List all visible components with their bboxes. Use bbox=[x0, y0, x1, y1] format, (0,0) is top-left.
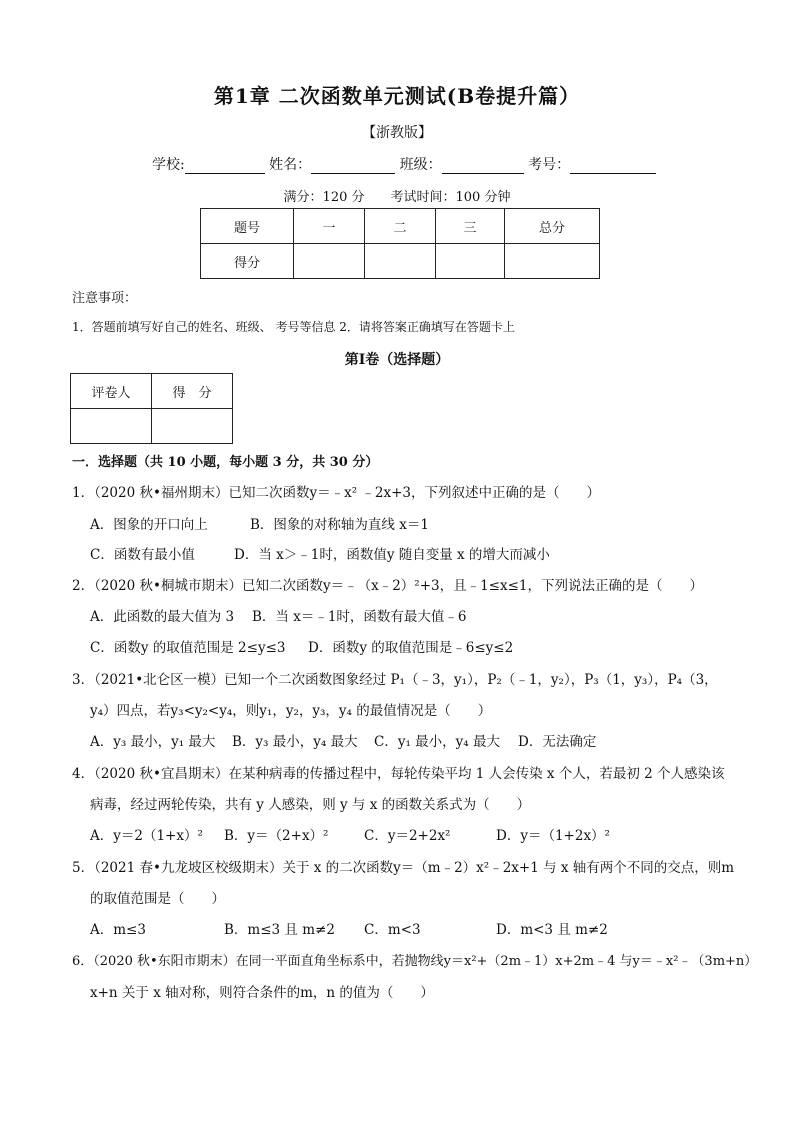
option-row bbox=[90, 918, 710, 938]
score-header-cell: 二 bbox=[365, 209, 436, 244]
question-stem: 3．（2021•北仑区一模）已知一个二次函数图象经过 P₁（﹣3，y₁），P₂（﹣1，y₂），P₃（1，y₃），P₄（3， bbox=[72, 672, 718, 688]
option-c[interactable]: C．函数y 的取值范围是 2≤y≤3 bbox=[90, 640, 286, 656]
question-stem: 4．（2020 秋•宜昌期末）在某种病毒的传播过程中，每轮传染平均 1 人会传染 x 个人，若最初 2 个人感染该 bbox=[72, 766, 725, 782]
option-b[interactable]: B．当 x＝﹣1时，函数有最大值﹣6 bbox=[252, 609, 467, 625]
question-stem: 5．（2021 春•九龙坡区校级期末）关于 x 的二次函数y＝（m﹣2）x²﹣2x+1 与 x 轴有两个不同的交点，则m bbox=[72, 860, 735, 876]
score-table bbox=[200, 208, 600, 279]
option-c[interactable]: C．m<3 bbox=[364, 922, 421, 938]
option-d[interactable]: D．m<3 且 m≠2 bbox=[496, 922, 608, 938]
class-label: 班级： bbox=[399, 157, 442, 173]
option-a[interactable]: A．此函数的最大值为 3 bbox=[90, 609, 235, 625]
option-c[interactable]: C．函数有最小值 bbox=[90, 547, 195, 563]
section-title: 一．选择题（共 10 小题，每小题 3 分，共 30 分） bbox=[72, 455, 379, 470]
edition-label: 【浙教版】 bbox=[362, 125, 432, 141]
option-d[interactable]: D．y＝（1+2x）² bbox=[496, 828, 610, 844]
option-a[interactable]: A．m≤3 bbox=[90, 922, 146, 938]
option-row bbox=[90, 543, 690, 563]
question-stem: 6．（2020 秋•东阳市期末）在同一平面直角坐标系中，若抛物线y＝x²+（2m﹣1）x+2m﹣4 与y＝﹣x²﹣（3m+n） bbox=[72, 954, 758, 969]
school-label: 学校: bbox=[152, 157, 185, 173]
question-stem: 2．（2020 秋•桐城市期末）已知二次函数y＝﹣（x﹣2）²+3，且﹣1≤x≤1，下列说法正确的是（ ） bbox=[72, 578, 704, 594]
grader-table bbox=[70, 373, 233, 444]
option-a[interactable]: A．图象的开口向上 bbox=[90, 517, 208, 533]
score-cell[interactable] bbox=[436, 244, 505, 279]
page-title: 第1章 二次函数单元测试(B卷提升篇） bbox=[213, 84, 581, 108]
option-row bbox=[90, 513, 690, 533]
option-c[interactable]: C．y₁ 最小，y₄ 最大 bbox=[374, 734, 500, 750]
question-stem: 1．（2020 秋•福州期末）已知二次函数y＝﹣x² ﹣2x+3，下列叙述中正确的是（ ） bbox=[72, 485, 600, 501]
grader-score-cell[interactable] bbox=[152, 409, 233, 444]
option-d[interactable]: D．函数y 的取值范围是﹣6≤y≤2 bbox=[308, 640, 514, 656]
notes-title: 注意事项： bbox=[72, 291, 138, 306]
score-header-cell: 三 bbox=[436, 209, 505, 244]
grader-cell[interactable] bbox=[71, 409, 152, 444]
question-stem-cont: y₄）四点，若y₃<y₂<y₄，则y₁，y₂，y₃，y₄ 的最值情况是（ ） bbox=[90, 703, 492, 719]
name-blank[interactable] bbox=[311, 159, 395, 174]
part1-title: 第Ⅰ卷（选择题） bbox=[344, 352, 450, 368]
score-cell[interactable] bbox=[365, 244, 436, 279]
student-info-line bbox=[152, 154, 656, 174]
class-blank[interactable] bbox=[442, 159, 524, 174]
option-a[interactable]: A．y₃ 最小，y₁ 最大 bbox=[90, 734, 216, 750]
question-stem-cont: 病毒，经过两轮传染，共有 y 人感染，则 y 与 x 的函数关系式为（ ） bbox=[90, 797, 531, 813]
score-cell[interactable] bbox=[294, 244, 365, 279]
option-a[interactable]: A．y＝2（1+x）² bbox=[90, 828, 203, 844]
score-time-line: 满分：120 分 考试时间：100 分钟 bbox=[283, 190, 511, 205]
option-row bbox=[90, 636, 690, 656]
question-stem-cont: x+n 关于 x 轴对称，则符合条件的m，n 的值为（ ） bbox=[90, 985, 434, 1001]
score-header-cell: 题号 bbox=[201, 209, 294, 244]
option-b[interactable]: B．m≤3 且 m≠2 bbox=[224, 922, 335, 938]
score-cell[interactable] bbox=[505, 244, 600, 279]
grader-label: 评卷人 bbox=[71, 374, 152, 409]
option-row bbox=[90, 824, 710, 844]
score-header-cell: 总分 bbox=[505, 209, 600, 244]
option-d[interactable]: D．无法确定 bbox=[518, 734, 597, 750]
option-row bbox=[90, 730, 710, 750]
option-b[interactable]: B．y₃ 最小，y₄ 最大 bbox=[232, 734, 358, 750]
question-stem-cont: 的取值范围是（ ） bbox=[90, 891, 225, 907]
option-b[interactable]: B．图象的对称轴为直线 x＝1 bbox=[250, 517, 429, 533]
option-row bbox=[90, 605, 690, 625]
option-b[interactable]: B．y＝（2+x）² bbox=[224, 828, 329, 844]
option-d[interactable]: D．当 x＞﹣1时，函数值y 随自变量 x 的增大而减小 bbox=[234, 547, 550, 563]
option-c[interactable]: C．y＝2+2x² bbox=[364, 828, 451, 844]
name-label: 姓名： bbox=[269, 157, 312, 173]
exam-number-blank[interactable] bbox=[570, 159, 656, 174]
school-blank[interactable] bbox=[185, 159, 265, 174]
score-table-header-row bbox=[201, 209, 600, 244]
notes-line: 1．答题前填写好自己的姓名、班级、 考号等信息 2．请将答案正确填写在答题卡上 bbox=[72, 320, 515, 334]
score-table-score-row bbox=[201, 244, 600, 279]
score-header-cell: 一 bbox=[294, 209, 365, 244]
grader-score-label: 得 分 bbox=[152, 374, 233, 409]
score-row-label: 得分 bbox=[201, 244, 294, 279]
exam-number-label: 考号： bbox=[528, 157, 571, 173]
